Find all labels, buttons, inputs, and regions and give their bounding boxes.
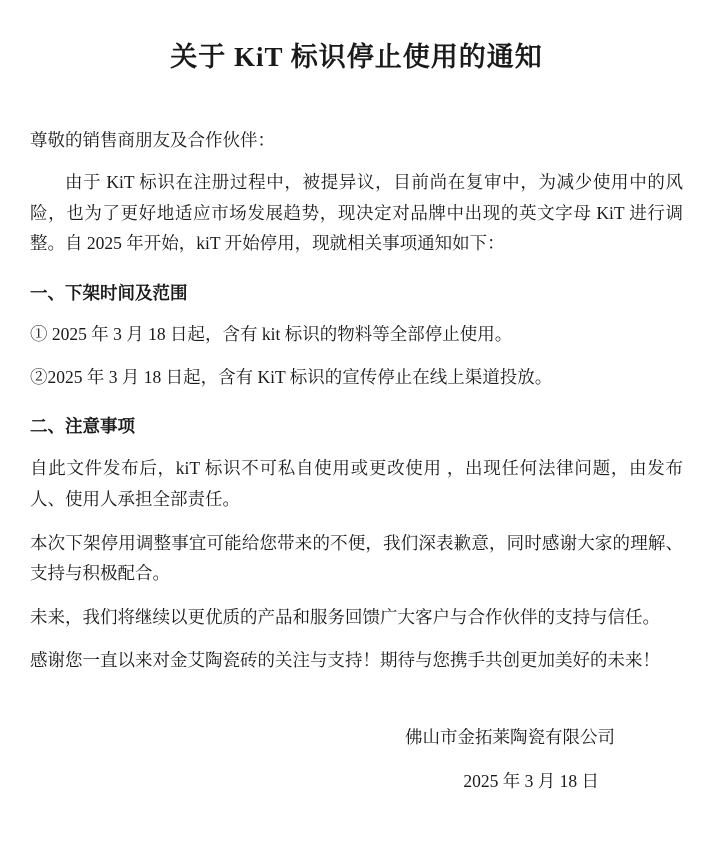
section-heading-2: 二、注意事项 — [30, 416, 135, 437]
section-heading-1: 一、下架时间及范围 — [30, 283, 188, 304]
intro-paragraph: 由于 KiT 标识在注册过程中，被提异议，目前尚在复审中，为减少使用中的风险，也为了更好地适应市场发展趋势，现决定对品牌中出现的英文字母 KiT 进行调整。自 2025 年开始，kiT 开始停用，现就相关事项通知如下： — [30, 172, 683, 254]
notice-paragraph: 感谢您一直以来对金艾陶瓷砖的关注与支持！期待与您携手共创更加美好的未来！ — [30, 650, 660, 671]
list-item: ① 2025 年 3 月 18 日起，含有 kit 标识的物料等全部停止使用。 — [30, 324, 513, 345]
notice-paragraph: 自此文件发布后，kiT 标识不可私自使用或更改使用 ，出现任何法律问题，由发布人、使用人承担全部责任。 — [30, 458, 683, 509]
signature-date: 2025 年 3 月 18 日 — [463, 770, 599, 791]
signature-company: 佛山市金拓莱陶瓷有限公司 — [405, 727, 615, 748]
notice-paragraph: 未来，我们将继续以更优质的产品和服务回馈广大客户与合作伙伴的支持与信任。 — [30, 606, 660, 627]
signature-block — [30, 722, 683, 797]
list-item: ②2025 年 3 月 18 日起，含有 KiT 标识的宣传停止在线上渠道投放。 — [30, 366, 553, 387]
salutation: 尊敬的销售商朋友及合作伙伴： — [30, 130, 275, 151]
page-title: 关于 KiT 标识停止使用的通知 — [170, 42, 543, 72]
notice-paragraph: 本次下架停用调整事宜可能给您带来的不便，我们深表歉意，同时感谢大家的理解、支持与积极配合。 — [30, 532, 683, 584]
